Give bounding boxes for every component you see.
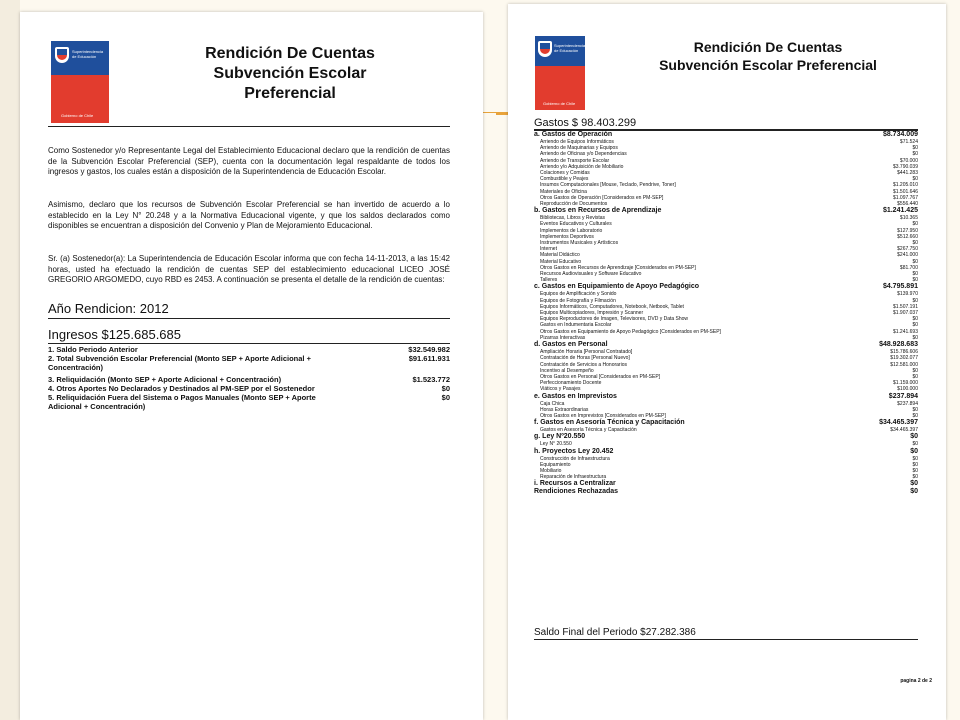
gasto-label: Incentivo al Desempeño [540, 367, 594, 374]
gasto-section-row [534, 207, 918, 215]
gasto-label: Reproducción de Documentos [540, 201, 608, 208]
gasto-value: $0 [912, 240, 918, 247]
ingreso-label: 2. Total Subvención Escolar Preferencial (Monto SEP + Aporte Adicional + Concentración) [48, 354, 311, 372]
gasto-value: $48.928.683 [879, 341, 918, 349]
gasto-value: $8.734.009 [882, 131, 918, 138]
ingreso-row [48, 354, 450, 372]
title-line-1: Rendición De Cuentas [205, 45, 375, 62]
gasto-value: $71.524 [899, 139, 918, 145]
gasto-value: $0 [912, 334, 918, 341]
gasto-section-row [534, 393, 918, 401]
gasto-value: $0 [912, 151, 918, 158]
ingreso-label: 4. Otros Aportes No Declarados y Destinados al PM-SEP por el Sostenedor [48, 384, 315, 393]
gasto-label: Bibliotecas, Libros y Revistas [540, 215, 606, 222]
gasto-label: Arriendo de Transporte Escolar [540, 157, 610, 164]
gasto-value: $237.894 [888, 392, 918, 400]
title-line-1: Rendición De Cuentas [693, 39, 843, 55]
gasto-section-row [534, 131, 918, 139]
gasto-value: $34.465.397 [890, 427, 918, 434]
gasto-value: $0 [912, 455, 918, 462]
gasto-value: $556.440 [897, 201, 918, 208]
gasto-value: $0 [912, 277, 918, 284]
ingreso-row [48, 345, 450, 354]
declaration-paragraph-1: Como Sostenedor y/o Representante Legal del Establecimiento Educacional declaro que la rendición de cuentas de la Subvención Escolar Preferencial (SEP), cuenta con la documentación legal respaldante de todos los ingresos y gastos, los cuales están a disposición de la Superintendencia de Educación Escolar. [48, 146, 450, 176]
gasto-label: Otros Gastos en Recursos de Aprendizaje [Considerados en PM-SEP] [540, 264, 696, 271]
gasto-value: $70.000 [899, 157, 918, 164]
gasto-value: $237.894 [897, 400, 918, 407]
ingreso-value: $0 [441, 393, 450, 402]
gasto-label: a. Gastos de Operación [534, 131, 613, 138]
gasto-label: Internet [540, 246, 557, 253]
gasto-value: $34.465.397 [879, 419, 918, 427]
gasto-label: Equipamiento [540, 461, 571, 468]
gasto-value: $100.000 [897, 386, 918, 393]
gasto-value: $0 [910, 488, 918, 496]
gasto-value: $10.365 [899, 215, 918, 222]
gasto-value: $0 [912, 373, 918, 380]
gasto-section-row [534, 480, 918, 488]
logo-line-1: Superintendencia [72, 49, 104, 54]
gasto-value: $512.660 [897, 233, 918, 240]
gasto-label: e. Gastos en Imprevistos [534, 392, 617, 400]
ingreso-row [48, 384, 450, 393]
gasto-value: $1.241.693 [892, 328, 918, 335]
gasto-value: $441.283 [897, 170, 918, 177]
logo-footer: Gobierno de Chile [61, 113, 94, 118]
gasto-label: Arriendo de Oficinas y/o Dependencias [540, 151, 627, 158]
gasto-value: $0 [912, 461, 918, 468]
gasto-value: $81.700 [899, 264, 918, 271]
gasto-section-row [534, 283, 918, 291]
gasto-value: $0 [912, 322, 918, 329]
gasto-value: $1.159.000 [892, 380, 918, 387]
gastos-heading: Gastos $ 98.403.299 [534, 117, 637, 129]
gasto-value: $19.302.077 [890, 355, 918, 362]
year-heading: Año Rendicion: 2012 [48, 301, 169, 316]
gasto-value: $1.205.010 [892, 182, 918, 189]
gasto-label: Contratación de Servicios a Honorarios [540, 361, 627, 368]
ingresos-list [48, 345, 450, 411]
logo-footer: Gobierno de Chile [543, 101, 576, 106]
gasto-label: Reparación de Infraestructura [540, 474, 607, 481]
gastos-list [534, 131, 918, 496]
gasto-value: $1.241.425 [882, 207, 918, 215]
gasto-label: Rendiciones Rechazadas [534, 488, 619, 496]
gasto-label: Colaciones y Comidas [540, 170, 590, 177]
gasto-label: Otros Gastos en Equipamiento de Apoyo Pedagógico [Considerados en PM-SEP] [540, 328, 721, 335]
gasto-value: $127.950 [897, 227, 918, 234]
gasto-label: Gastos en Asesoría Técnica y Capacitación [540, 427, 637, 434]
gasto-label: Implementos Deportivos [540, 233, 594, 240]
gasto-label: Implementos de Laboratorio [540, 227, 603, 234]
gasto-label: Equipos de Amplificación y Sonido [540, 291, 617, 298]
gasto-label: Materiales de Oficina [540, 188, 587, 195]
gasto-label: c. Gastos en Equipamiento de Apoyo Pedagógico [534, 283, 700, 291]
gasto-label: Equipos Reproductores de Imagen, Televisores, DVD y Data Show [540, 316, 689, 323]
ingreso-row [48, 393, 450, 411]
ingresos-rule [48, 343, 450, 344]
document-page-1 [20, 12, 483, 720]
gasto-value: $0 [912, 258, 918, 265]
gasto-label: g. Ley Nº20.550 [534, 433, 586, 441]
gasto-value: $0 [912, 406, 918, 413]
page-number: pagina 2 de 2 [900, 678, 932, 684]
page-title [170, 44, 410, 104]
gasto-label: Arriendo de Maquinarias y Equipos [540, 145, 618, 152]
logo-line-1: Superintendencia [554, 43, 586, 48]
gasto-value: $0 [912, 474, 918, 481]
header-rule [48, 126, 450, 127]
slide-margin-stripe [0, 0, 20, 720]
gasto-value: $0 [912, 467, 918, 474]
gasto-label: Talleres [540, 277, 558, 284]
gasto-label: Equipos Informáticos, Computadores, Notebook, Netbook, Tablet [540, 303, 684, 310]
gasto-value: $3.790.039 [892, 163, 918, 170]
gasto-value: $0 [912, 297, 918, 304]
gasto-label: Otros Gastos en Personal [Considerados en PM-SEP] [540, 373, 661, 380]
title-line-2: Subvención Escolar Preferencial [213, 65, 367, 102]
gasto-section-row [534, 433, 918, 441]
gasto-value: $267.750 [897, 246, 918, 253]
ingreso-label: 3. Reliquidación (Monto SEP + Aporte Adicional + Concentración) [48, 375, 282, 384]
gasto-value: $1.907.037 [892, 310, 918, 317]
ingreso-value: $0 [441, 384, 450, 393]
title-line-2: Subvención Escolar Preferencial [659, 57, 877, 73]
ingreso-value: $1.523.772 [412, 375, 450, 384]
gasto-value: $0 [910, 480, 918, 488]
gasto-label: Otros Gastos de Operación [Considerados en PM-SEP] [540, 194, 664, 201]
gasto-label: Eventos Educativos y Culturales [540, 221, 612, 228]
gasto-value: $1.501.646 [892, 188, 918, 195]
notice-paragraph: Sr. (a) Sostenedor(a): La Superintendencia de Educación Escolar informa que con fecha 14-11-2013, a las 15:42 horas, usted ha efectuado la rendición de cuentas SEP del establecimiento educacional LICEO JOSÉ GREGORIO ARGOMEDO, cuyo RBD es 2453. A continuación se presenta el detalle de la rendición de cuentas: [48, 254, 450, 284]
gasto-label: Insumos Computacionales [Mouse, Teclado, Pendrive, Toner] [540, 182, 676, 189]
gasto-label: d. Gastos en Personal [534, 341, 608, 349]
gasto-value: $139.970 [897, 291, 918, 298]
gasto-label: Contratación de Horas [Personal Nuevo] [540, 355, 630, 362]
gasto-label: Recursos Audiovisuales y Software Educativo [540, 271, 642, 278]
gasto-value: $0 [910, 433, 918, 441]
ingreso-label: 5. Reliquidación Fuera del Sistema o Pagos Manuales (Monto SEP + Aporte Adicional + Concentración) [48, 393, 316, 411]
gasto-label: Construcción de Infraestructura [540, 455, 610, 462]
gasto-section-row [534, 341, 918, 349]
gasto-section-row [534, 448, 918, 456]
logo-line-2: de Educación [554, 48, 579, 53]
gasto-label: Mobiliario [540, 467, 562, 474]
gasto-value: $15.786.606 [890, 349, 918, 356]
ingresos-heading: Ingresos $125.685.685 [48, 327, 181, 342]
gasto-label: Caja Chica [540, 400, 565, 407]
gasto-section-row [534, 419, 918, 427]
gasto-label: Material Educativo [540, 258, 582, 265]
gasto-value: $1.507.191 [892, 303, 918, 310]
saldo-rule [534, 639, 918, 640]
gasto-label: Horas Extraordinarias [540, 406, 589, 413]
gasto-section-row [534, 488, 918, 496]
ingreso-value: $91.611.931 [408, 354, 450, 363]
gasto-label: Perfeccionamiento Docente [540, 380, 602, 387]
coat-of-arms-icon [538, 41, 552, 57]
gasto-value: $0 [910, 447, 918, 455]
gasto-label: Instrumentos Musicales y Artísticos [540, 240, 619, 247]
gasto-value: $0 [912, 221, 918, 228]
gasto-label: h. Proyectos Ley 20.452 [534, 447, 614, 455]
ingreso-row [48, 375, 450, 384]
document-page-2 [508, 4, 946, 720]
gasto-label: f. Gastos en Asesoría Técnica y Capacitación [534, 419, 685, 427]
gasto-value: $0 [912, 271, 918, 278]
gasto-value: $0 [912, 176, 918, 183]
gasto-value: $0 [912, 367, 918, 374]
gasto-label: Combustible y Peajes [540, 176, 589, 183]
gasto-label: Equipos Multicopiadores, Impresión y Scanner [540, 310, 644, 317]
gasto-value: $0 [912, 441, 918, 448]
gasto-value: $0 [912, 316, 918, 323]
gasto-label: Gastos en Indumentaria Escolar [540, 322, 612, 329]
gasto-label: Otros Gastos en Imprevistos [Considerados en PM-SEP] [540, 412, 666, 419]
gasto-label: Material Didáctico [540, 252, 580, 259]
year-rule [48, 318, 450, 319]
gasto-label: Pizarras Interactivas [540, 334, 586, 341]
saldo-final: Saldo Final del Periodo $27.282.386 [534, 627, 696, 638]
gasto-label: b. Gastos en Recursos de Aprendizaje [534, 207, 662, 215]
gasto-label: Arriendo y/o Adquisición de Mobiliario [540, 163, 624, 170]
gasto-value: $1.097.767 [892, 194, 918, 201]
gasto-value: $0 [912, 145, 918, 152]
gasto-value: $12.581.000 [890, 361, 918, 368]
gasto-value: $0 [912, 412, 918, 419]
gasto-label: Arriendo de Equipos Informáticos [540, 139, 614, 145]
superintendencia-logo [51, 41, 109, 123]
coat-of-arms-icon [55, 47, 69, 63]
gasto-label: Ampliación Horaria [Personal Contratado] [540, 349, 633, 356]
gasto-label: Equipos de Fotografía y Filmación [540, 297, 616, 304]
gasto-label: i. Recursos a Centralizar [534, 480, 616, 488]
gasto-value: $4.795.891 [882, 283, 918, 291]
superintendencia-logo [535, 36, 585, 110]
gasto-value: $241.000 [897, 252, 918, 259]
ingreso-value: $32.549.982 [408, 345, 450, 354]
declaration-paragraph-2: Asimismo, declaro que los recursos de Subvención Escolar Preferencial se han invertido de acuerdo a lo establecido en la Ley N° 20.248 y a la Normativa Educacional vigente, y que los saldos declarados como disponibles se encuentran a disposición del Convenio y Plan de Mejoramiento Educacional. [48, 200, 450, 230]
gasto-label: Ley N° 20.550 [540, 441, 572, 448]
page-title [648, 38, 888, 74]
ingreso-label: 1. Saldo Periodo Anterior [48, 345, 138, 354]
logo-line-2: de Educación [72, 54, 97, 59]
gasto-label: Viáticos y Pasajes [540, 386, 581, 393]
